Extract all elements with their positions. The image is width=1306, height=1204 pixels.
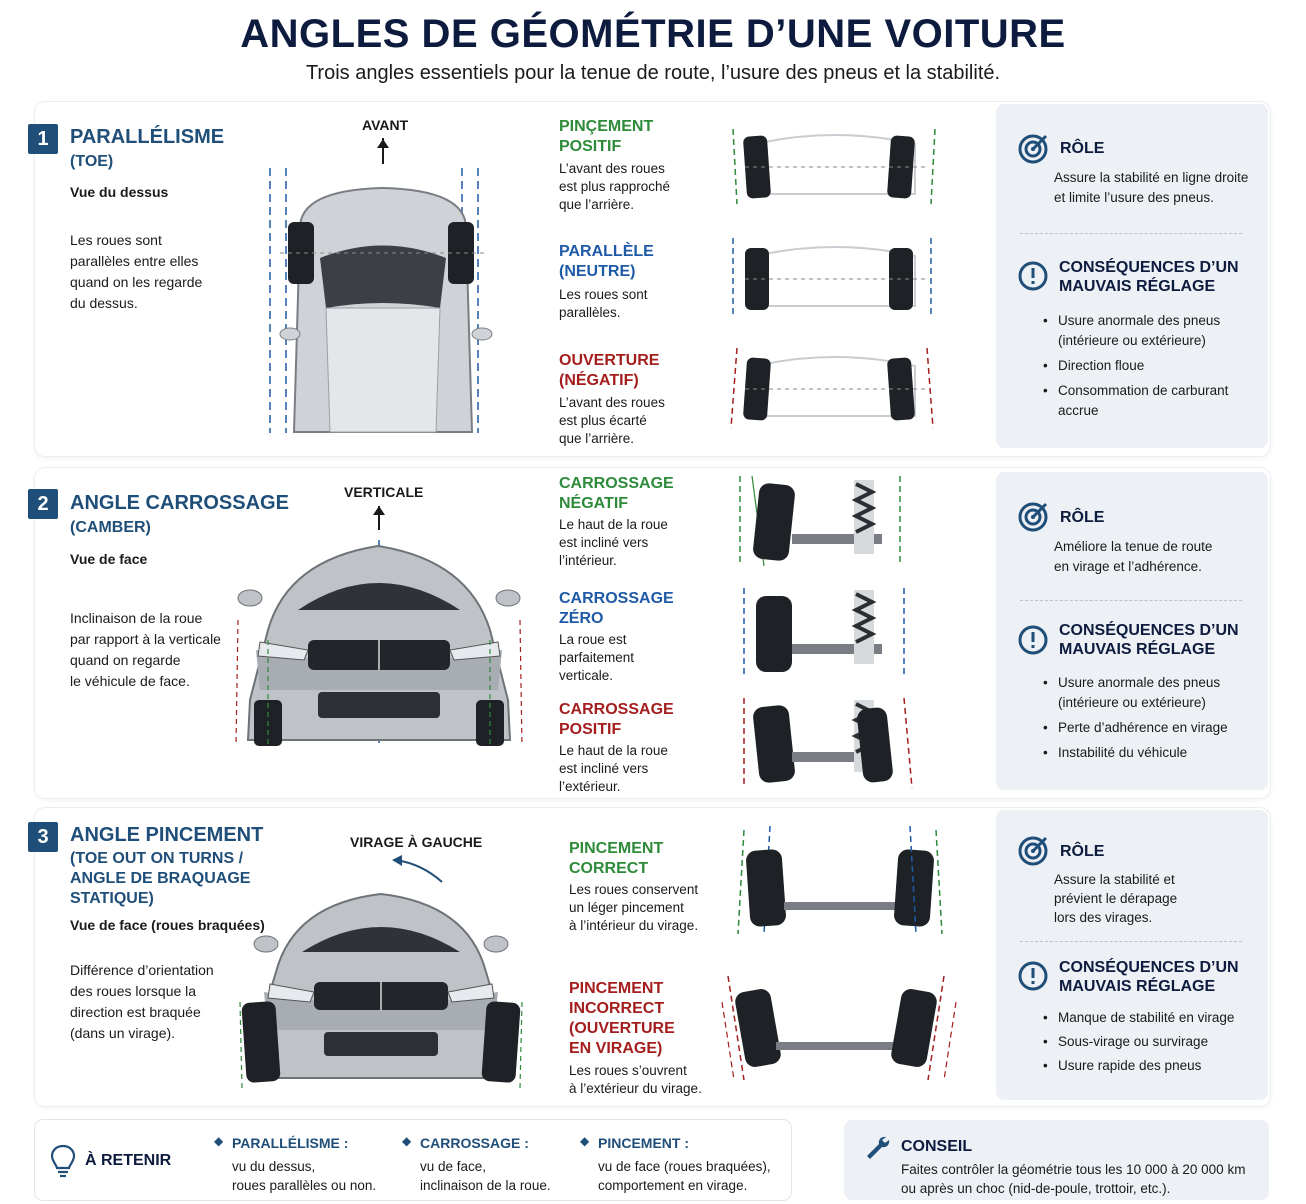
divider [1020, 941, 1242, 942]
summary-item-desc: vu du dessus, roues parallèles ou non. [232, 1159, 377, 1193]
summary-item-title: PARALLÉLISME : [232, 1135, 349, 1151]
list-item: • Usure anormale des pneus (intérieure ou extérieure) [1040, 311, 1260, 351]
diamond-icon: ◆ [402, 1134, 412, 1148]
variant-zero-camber-title: CARROSSAGE ZÉRO [559, 590, 674, 627]
negative-camber-diagram [724, 474, 930, 566]
consequences-title: CONSÉQUENCES D’UN MAUVAIS RÉGLAGE [1059, 959, 1239, 995]
section-title: ANGLE CARROSSAGE [70, 492, 289, 514]
page-subtitle: Trois angles essentiels pour la tenue de route, l’usure des pneus et la stabilité. [305, 62, 1001, 84]
variant-toe-out-title: OUVERTURE (NÉGATIF) [559, 352, 660, 389]
advice-text: Faites contrôler la géométrie tous les 10 000 à 20 000 km ou après un choc (nid-de-poule, trottoir, etc.). [901, 1162, 1246, 1196]
variant-positive-camber-title: CARROSSAGE POSITIF [559, 701, 674, 738]
positive-camber-diagram [724, 696, 930, 788]
warning-icon [1018, 624, 1050, 656]
role-title: RÔLE [1060, 140, 1105, 157]
advice-title: CONSEIL [901, 1138, 973, 1155]
car-front-view [228, 500, 528, 750]
arrow-label-virage: VIRAGE À GAUCHE [350, 834, 483, 850]
target-icon [1018, 132, 1050, 164]
list-item: • Consommation de carburant accrue [1040, 381, 1260, 421]
list-item: • Manque de stabilité en virage [1040, 1008, 1260, 1028]
summary-item-title: CARROSSAGE : [420, 1135, 529, 1151]
role-text: Assure la stabilité et prévient le dérapage lors des virages. [1054, 872, 1178, 925]
section-description: Les roues sont parallèles entre elles quand on les regarde du dessus. [70, 232, 203, 311]
consequences-list [1040, 311, 1260, 426]
arrow-label-verticale: VERTICALE [344, 484, 424, 500]
variant-positive-camber-desc: Le haut de la roue est incliné vers l’extérieur. [559, 743, 668, 794]
role-title: RÔLE [1060, 843, 1105, 860]
summary-item-title: PINCEMENT : [598, 1135, 689, 1151]
variant-negative-camber-desc: Le haut de la roue est incliné vers l’intérieur. [559, 517, 668, 568]
section-subtitle: (TOE OUT ON TURNS / ANGLE DE BRAQUAGE STATIQUE) [70, 850, 251, 907]
list-item: • Usure anormale des pneus (intérieure ou extérieure) [1040, 673, 1260, 713]
section-subtitle: (CAMBER) [70, 519, 151, 536]
view-label: Vue de face (roues braquées) [70, 917, 265, 933]
parallel-diagram [725, 236, 945, 318]
list-item: • Direction floue [1040, 356, 1260, 376]
page-title: ANGLES DE GÉOMÉTRIE D’UNE VOITURE [240, 12, 1066, 56]
consequences-title: CONSÉQUENCES D’UN MAUVAIS RÉGLAGE [1059, 622, 1239, 658]
list-item: • Usure rapide des pneus [1040, 1056, 1260, 1076]
section-number: 3 [28, 822, 58, 852]
section-title: PARALLÉLISME [70, 126, 225, 148]
variant-toe-in-title: PINÇEMENT POSITIF [559, 118, 654, 155]
view-label: Vue de face [70, 551, 148, 567]
car-front-view-turned [236, 852, 526, 1092]
wrench-icon [864, 1134, 892, 1162]
role-text: Améliore la tenue de route en virage et l’adhérence. [1054, 539, 1213, 574]
divider [1020, 233, 1242, 234]
section-subtitle: (TOE) [70, 153, 114, 170]
section-description: Inclinaison de la roue par rapport à la verticale quand on regarde le véhicule de face. [70, 610, 221, 689]
diamond-icon: ◆ [214, 1134, 224, 1148]
warning-icon [1018, 260, 1050, 292]
variant-negative-camber-title: CARROSSAGE NÉGATIF [559, 475, 674, 512]
summary-title: À RETENIR [85, 1152, 172, 1169]
section-number: 2 [28, 489, 58, 519]
consequences-list [1040, 1008, 1260, 1081]
incorrect-toe-diagram [720, 972, 960, 1084]
role-title: RÔLE [1060, 509, 1105, 526]
variant-incorrect-toe-title: PINCEMENT INCORRECT (OUVERTURE EN VIRAGE) [569, 980, 675, 1057]
variant-parallel-desc: Les roues sont parallèles. [559, 287, 648, 320]
toe-out-diagram [725, 346, 945, 428]
zero-camber-diagram [724, 586, 930, 678]
list-item: • Instabilité du véhicule [1040, 743, 1260, 763]
consequences-title: CONSÉQUENCES D’UN MAUVAIS RÉGLAGE [1059, 259, 1239, 295]
section-number: 1 [28, 124, 58, 154]
correct-toe-diagram [730, 826, 950, 938]
diamond-icon: ◆ [580, 1134, 590, 1148]
warning-icon [1018, 960, 1050, 992]
role-text: Assure la stabilité en ligne droite et limite l’usure des pneus. [1054, 170, 1249, 205]
list-item: • Perte d’adhérence en virage [1040, 718, 1260, 738]
divider [1020, 600, 1242, 601]
car-top-view [260, 138, 510, 438]
variant-correct-toe-desc: Les roues conservent un léger pincement à l’intérieur du virage. [569, 882, 699, 933]
variant-zero-camber-desc: La roue est parfaitement verticale. [559, 632, 635, 683]
arrow-label-avant: AVANT [362, 117, 409, 133]
toe-in-diagram [725, 124, 945, 206]
summary-item-desc: vu de face, inclinaison de la roue. [420, 1159, 551, 1193]
variant-parallel-title: PARALLÈLE (NEUTRE) [559, 243, 654, 280]
consequences-list [1040, 673, 1260, 768]
section-title: ANGLE PINCEMENT [70, 824, 264, 846]
list-item: • Sous-virage ou survirage [1040, 1032, 1260, 1052]
lightbulb-icon [50, 1144, 76, 1178]
variant-incorrect-toe-desc: Les roues s’ouvrent à l’extérieur du virage. [569, 1063, 702, 1096]
variant-correct-toe-title: PINCEMENT CORRECT [569, 840, 664, 877]
summary-item-desc: vu de face (roues braquées), comportement en virage. [598, 1159, 771, 1193]
target-icon [1018, 834, 1050, 866]
variant-toe-out-desc: L’avant des roues est plus écarté que l’arrière. [559, 395, 665, 446]
variant-toe-in-desc: L’avant des roues est plus rapproché que l’arrière. [559, 161, 671, 212]
section-description: Différence d’orientation des roues lorsque la direction est braquée (dans un virage). [70, 962, 214, 1041]
target-icon [1018, 500, 1050, 532]
view-label: Vue du dessus [70, 184, 169, 200]
